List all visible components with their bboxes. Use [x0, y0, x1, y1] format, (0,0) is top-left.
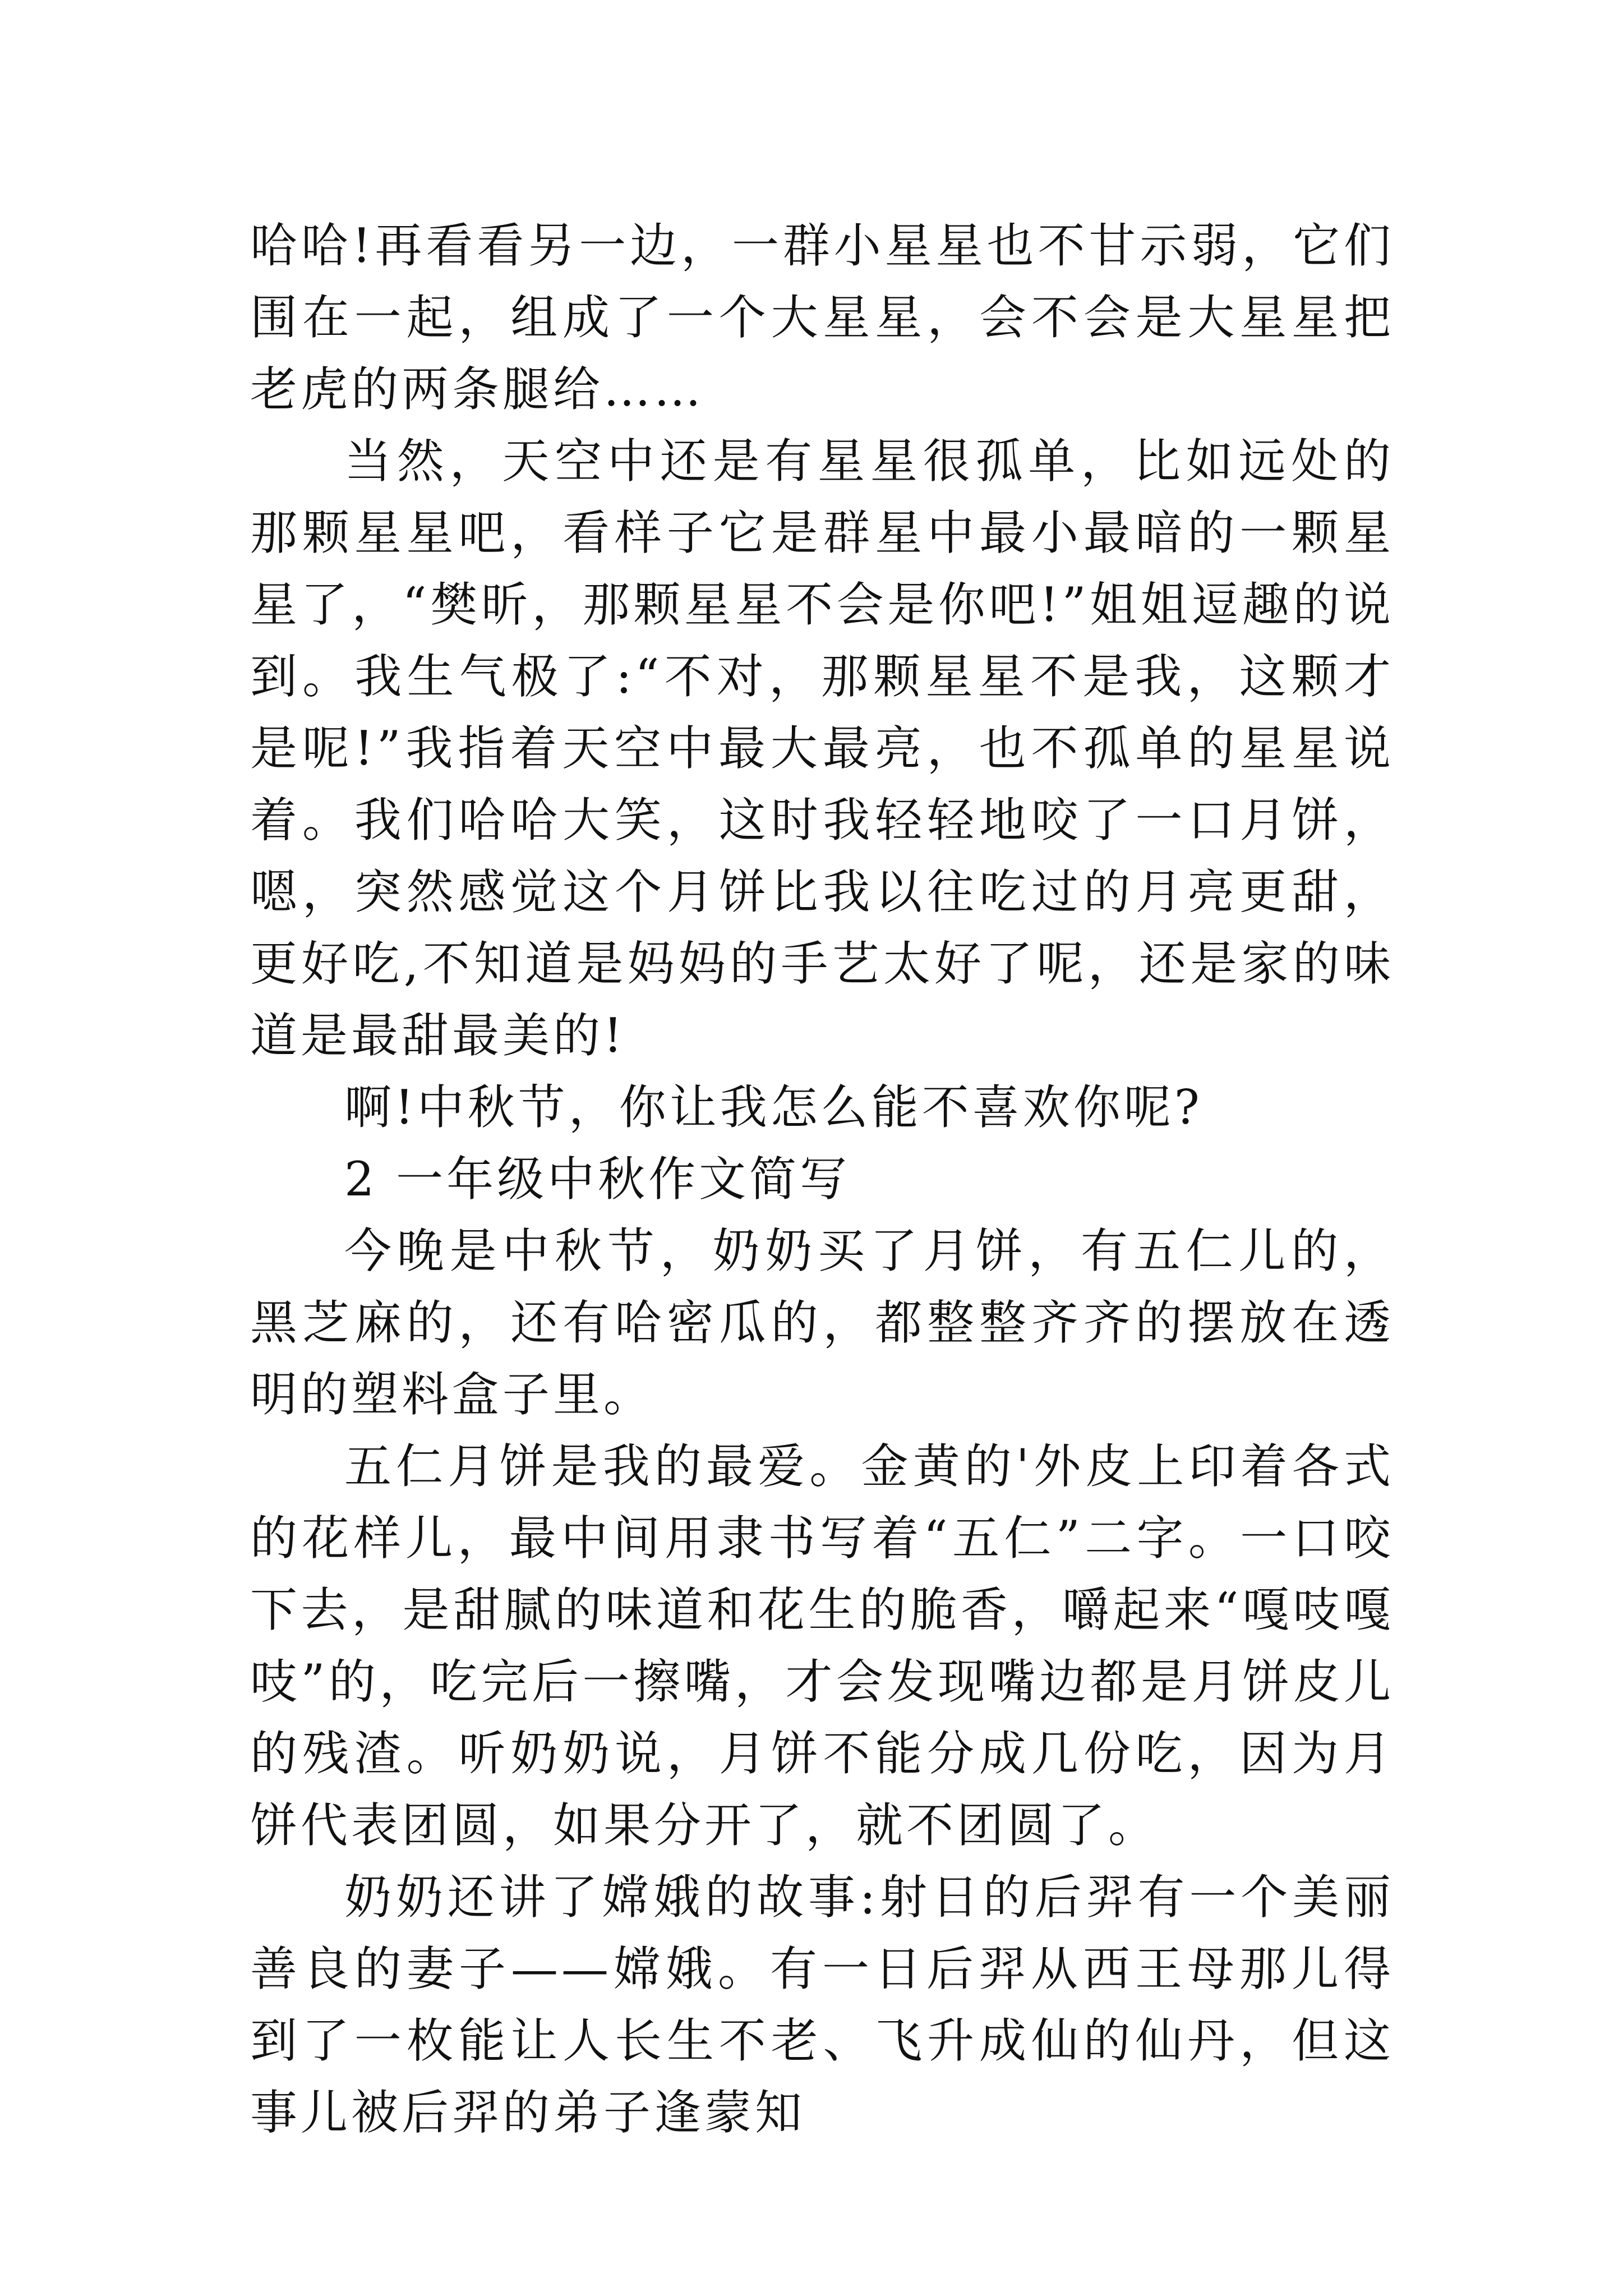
paragraph-five-kernel-mooncake: 五仁月饼是我的最爱。金黄的'外皮上印着各式的花样儿，最中间用隶书写着“五仁”二字。一口咬下去，是甜腻的味道和花生的脆香，嚼起来“嘎吱嘎吱”的，吃完后一擦嘴，才会发现嘴边都是月饼皮儿的残渣。听奶奶说，月饼不能分成几份吃，因为月饼代表团圆，如果分开了，就不团圆了。 [250, 1439, 1394, 1853]
paragraph-mooncakes-bought: 今晚是中秋节，奶奶买了月饼，有五仁儿的，黑芝麻的，还有哈密瓜的，都整整齐齐的摆放在透明的塑料盒子里。 [250, 1223, 1394, 1422]
section-heading: 2 一年级中秋作文简写 [344, 1152, 851, 1207]
paragraph-stars-group: 哈哈!再看看另一边，一群小星星也不甘示弱，它们围在一起，组成了一个大星星，会不会是大星星把老虎的两条腿给…… [250, 218, 1394, 417]
document-body [250, 210, 1394, 2148]
paragraph-change-story: 奶奶还讲了嫦娥的故事:射日的后羿有一个美丽善良的妻子——嫦娥。有一日后羿从西王母那儿得到了一枚能让人长生不老、飞升成仙的仙丹，但这事儿被后羿的弟子逢蒙知 [250, 1870, 1394, 2140]
paragraph-love-mid-autumn: 啊!中秋节，你让我怎么能不喜欢你呢? [344, 1080, 1203, 1135]
paragraph-lonely-star: 当然，天空中还是有星星很孤单，比如远处的那颗星星吧，看样子它是群星中最小最暗的一颗星星了，“樊昕，那颗星星不会是你吧!”姐姐逗趣的说到。我生气极了:“不对，那颗星星不是我，这颗才是呢!”我指着天空中最大最亮，也不孤单的星星说着。我们哈哈大笑，这时我轻轻地咬了一口月饼，嗯，突然感觉这个月饼比我以往吃过的月亮更甜，更好吃,不知道是妈妈的手艺太好了呢，还是家的味道是最甜最美的! [250, 434, 1394, 1063]
